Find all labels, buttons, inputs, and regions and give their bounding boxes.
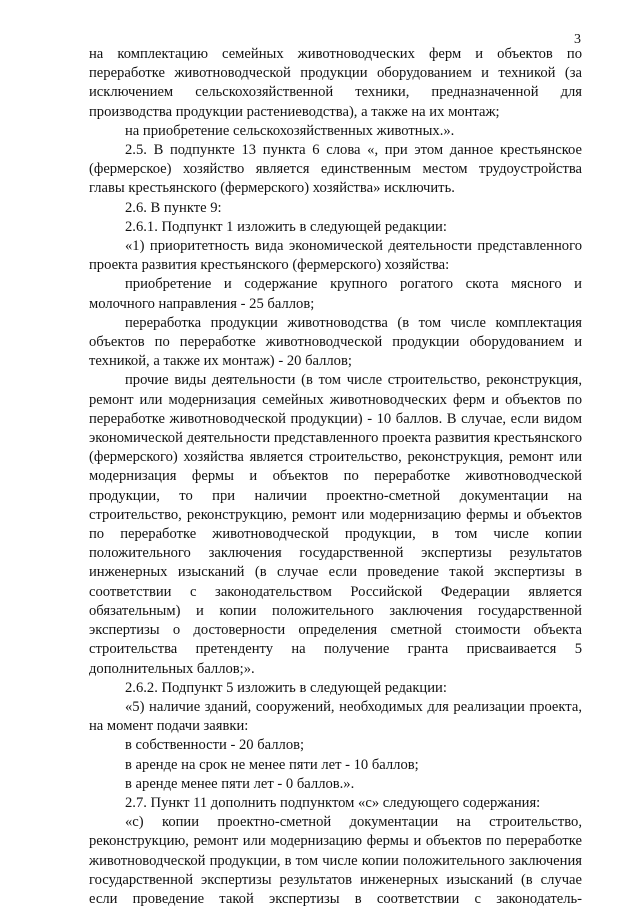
paragraph-6: «1) приоритетность вида экономической деятельности представленного проекта развития крестьянского (фермерского) хозяйства:	[89, 238, 582, 274]
page-number: 3	[574, 32, 581, 47]
paragraph-5: 2.6.1. Подпункт 1 изложить в следующей редакции:	[125, 218, 447, 235]
paragraph-15: 2.7. Пункт 11 дополнить подпунктом «с» следующего содержания:	[125, 794, 541, 811]
paragraph-9: прочие виды деятельности (в том числе строительство, реконструкция, ремонт или модернизация семейных животноводческих ферм и объектов по переработке животноводческой продукции) - 10 баллов. В случае, если видом экономической деятельности представленного проекта развития крестьянского (фермерского) хозяйства является строительство, реконструкция, ремонт или модернизация фермы и объектов по переработке животноводческой продукции, то при наличии проектно-сметной документации на строительство, реконструкцию, ремонт или модернизацию фермы и объектов по переработке животноводческой продукции, в том числе копии положительного заключения государственной экспертизы результатов инженерных изысканий (в случае если проведение такой экспертизы в соответствии с законодательством Российской Федерации является обязательным) и копии положительного заключения государственной экспертизы о достоверности определения сметной стоимости объекта строительства претенденту на получение гранта присваивается 5 дополнительных баллов;».	[89, 372, 582, 677]
paragraph-8: переработка продукции животноводства (в том числе комплектация объектов по переработке животноводческой продукции оборудованием и техникой, а также их монтаж) - 20 баллов;	[89, 314, 582, 370]
paragraph-12: в собственности - 20 баллов;	[125, 737, 305, 754]
paragraph-3: 2.5. В подпункте 13 пункта 6 слова «, при этом данное крестьянское (фермерское) хозяйство является единственным местом трудоустройства главы крестьянского (фермерского) хозяйства» исключить.	[89, 142, 582, 197]
paragraph-4: 2.6. В пункте 9:	[125, 199, 222, 216]
paragraph-2: на приобретение сельскохозяйственных животных.».	[125, 122, 455, 139]
document-body	[89, 45, 582, 909]
paragraph-14: в аренде менее пяти лет - 0 баллов.».	[125, 775, 355, 792]
paragraph-16: «с) копии проектно-сметной документации на строительство, реконструкцию, ремонт или модернизацию фермы и объектов по переработке животноводческой продукции, в том числе копии положительного заключения государственной экспертизы результатов инженерных изысканий (в случае если проведение такой экспертизы в соответствии с законодатель-	[89, 814, 582, 907]
paragraph-10: 2.6.2. Подпункт 5 изложить в следующей редакции:	[125, 679, 447, 696]
paragraph-11: «5) наличие зданий, сооружений, необходимых для реализации проекта, на момент подачи заявки:	[89, 698, 582, 735]
paragraph-13: в аренде на срок не менее пяти лет - 10 баллов;	[125, 756, 419, 773]
paragraph-7: приобретение и содержание крупного рогатого скота мясного и молочного направления - 25 баллов;	[89, 276, 582, 312]
paragraph-1: на комплектацию семейных животноводческих ферм и объектов по переработке животноводческой продукции оборудованием и техникой (за исключением сельскохозяйственной техники, предназначенной для производства продукции растениеводства), а также на их монтаж;	[89, 46, 582, 120]
